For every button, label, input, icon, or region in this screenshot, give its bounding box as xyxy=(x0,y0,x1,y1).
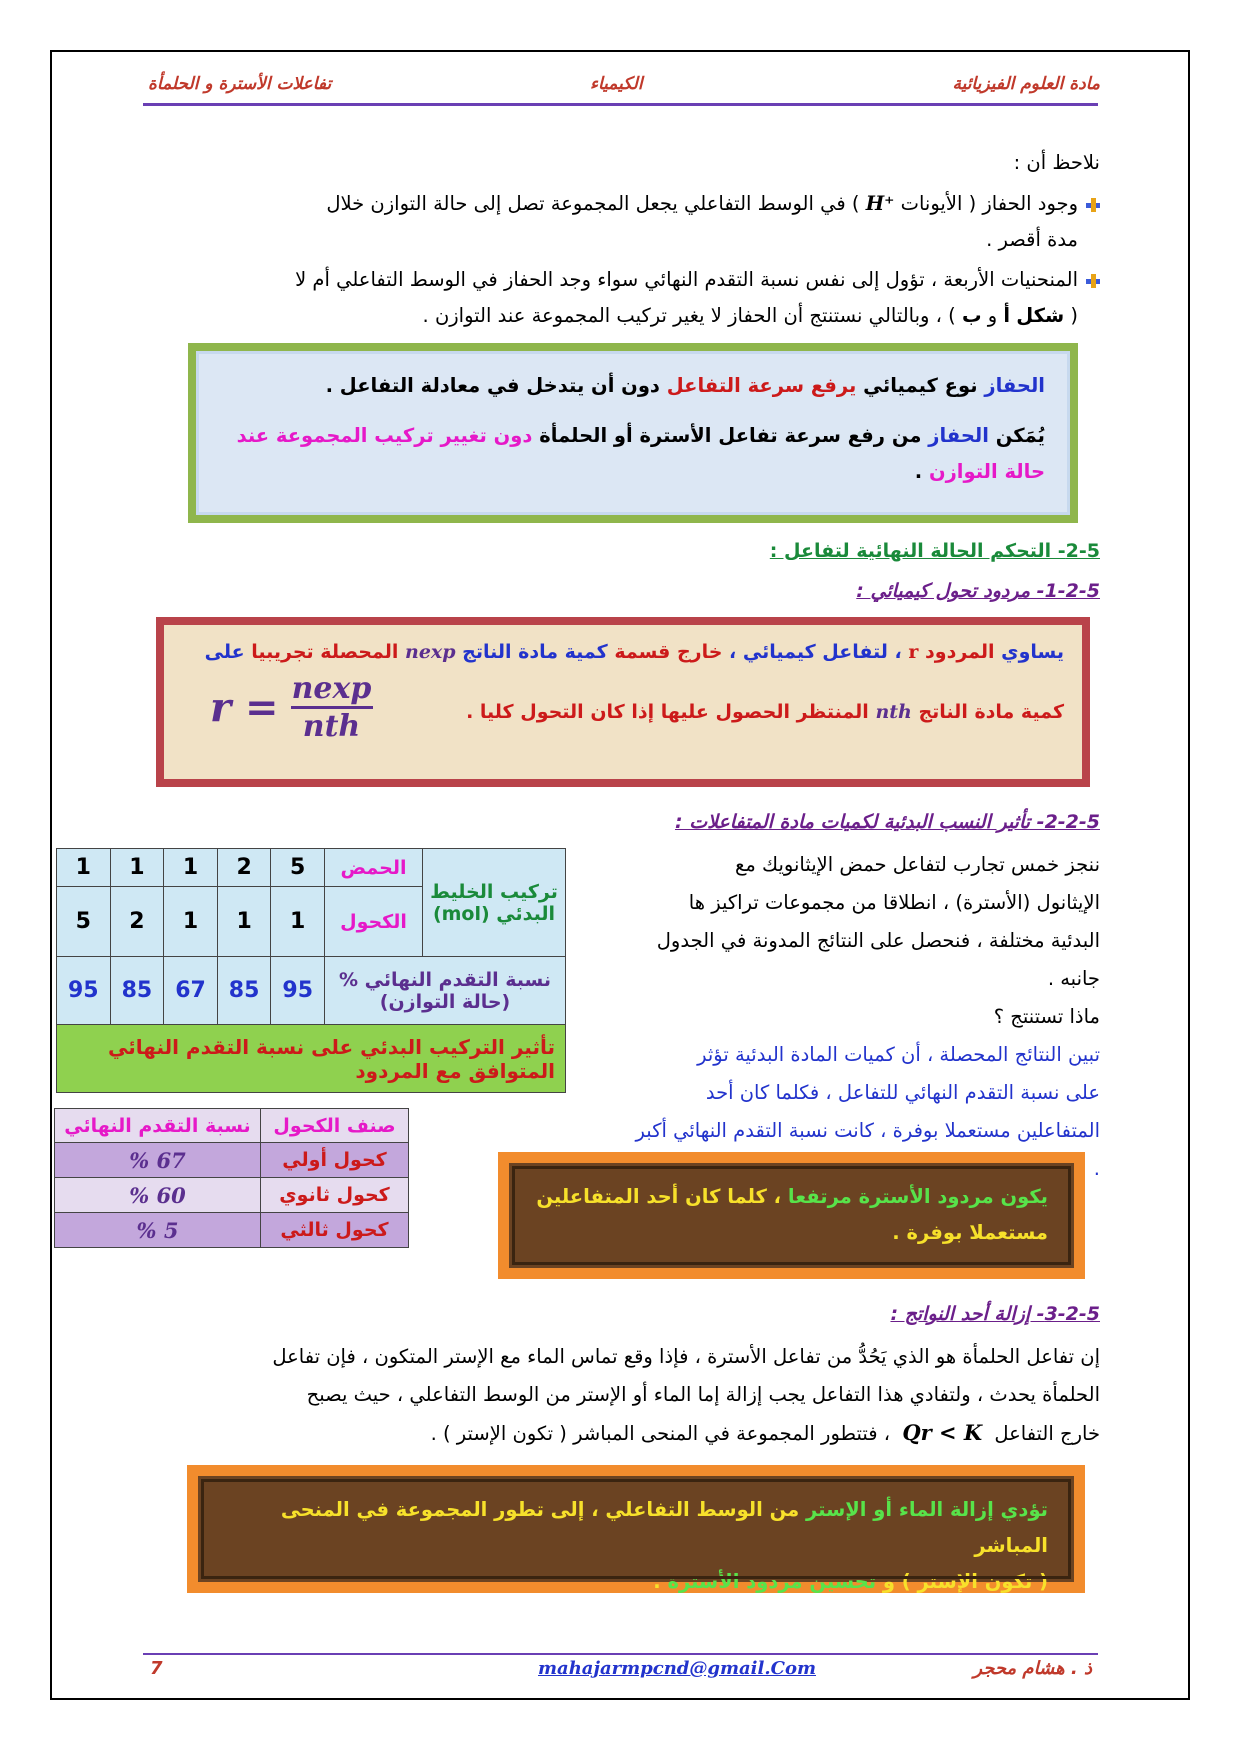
footer-author: ذ . هشام محجر xyxy=(973,1658,1092,1679)
progress-cell: 85 xyxy=(217,957,271,1025)
intro-bullet-1-line2: مدة أقصر . xyxy=(986,228,1078,251)
intro-bullet-1: وجود الحفاز ( الأيونات H⁺ ) في الوسط التفاعلي يجعل المجموعة تصل إلى حالة التوازن خلال xyxy=(140,186,1100,222)
alcohol-cell: 1 xyxy=(164,887,218,957)
alcohol-cell: 1 xyxy=(217,887,271,957)
yield-line-1: يساوي المردود r ، لتفاعل كيميائي ، خارج قسمة كمية مادة الناتج nexp المحصلة تجريبيا على xyxy=(204,641,1064,663)
header-divider xyxy=(143,103,1098,106)
alcohol-type-table xyxy=(54,1108,409,1248)
section-title-2-2-5: 2-2-5- تأثير النسب البدئية لكميات مادة المتفاعلات : xyxy=(674,811,1100,833)
progress-cell: 85 xyxy=(110,957,164,1025)
intro-bullet-2: المنحنيات الأربعة ، تؤول إلى نفس نسبة التقدم النهائي سواء وجد الحفاز في الوسط التفاعلي أم لا xyxy=(140,262,1100,298)
progress-cell: 95 xyxy=(57,957,111,1025)
header-subject: مادة العلوم الفيزيائية xyxy=(952,74,1100,94)
table-conclusion: تأثير التركيب البدئي على نسبة التقدم النهائي المتوافق مع المردود xyxy=(57,1025,566,1093)
progress-header: نسبة التقدم النهائي xyxy=(55,1109,261,1143)
alcohol-cell: 2 xyxy=(110,887,164,957)
experiment-question: ماذا تستنتج ؟ xyxy=(993,1005,1100,1028)
progress-cell: 95 xyxy=(271,957,325,1025)
removal-conclusion-box: تؤدي إزالة الماء أو الإستر من الوسط التفاعلي ، إلى تطور المجموعة في المنحى المباشر ( تكون الإستر ) و تحسين مردود الأسترة . xyxy=(187,1465,1085,1593)
section-title-1-2-5: 1-2-5- مردود تحول كيميائي : xyxy=(856,580,1100,602)
acid-cell: 2 xyxy=(217,849,271,887)
header-topic: الكيمياء xyxy=(590,74,643,94)
section-title-2-5: 2-5- التحكم الحالة النهائية لتفاعل : xyxy=(769,540,1100,562)
acid-label: الحمض xyxy=(325,849,423,887)
acid-cell: 1 xyxy=(57,849,111,887)
acid-cell: 1 xyxy=(110,849,164,887)
table-row: كحول ثالثي 5 % xyxy=(55,1213,409,1248)
experiment-description: ننجز خمس تجارب لتفاعل حمض الإيثانويك مع الإيثانول (الأسترة) ، انطلاقا من مجموعات تراكيز ها البدئية مختلفة ، فنحصل على النتائج المدونة في الجدول جانبه . ماذا تستنتج ؟ تبين النتائج المحصلة ، أن كميات المادة البدئية تؤثر على نسبة التقدم النهائي للتفاعل ، فكلما كان أحد المتفاعلين مستعملا بوفرة ، كانت نسبة التقدم النهائي أكبر . xyxy=(630,846,1100,1188)
page-number: 7 xyxy=(150,1658,163,1679)
alcohol-label: الكحول xyxy=(325,887,423,957)
bullet-icon xyxy=(1086,198,1100,212)
table-row: كحول أولي 67 % xyxy=(55,1143,409,1178)
table-row: كحول ثانوي 60 % xyxy=(55,1178,409,1213)
yield-line-2: كمية مادة الناتج nth المنتظر الحصول عليها إذا كان التحول كليا . xyxy=(466,701,1064,723)
section-title-3-2-5: 3-2-5- إزالة أحد النواتج : xyxy=(890,1303,1100,1325)
removal-paragraph: إن تفاعل الحلمأة هو الذي يَحُدُّ من تفاعل الأسترة ، فإذا وقع تماس الماء مع الإستر المتكون ، فإن تفاعل الحلمأة يحدث ، ولتفادي هذا التفاعل يجب إزالة إما الماء أو الإستر من الوسط التفاعلي ، حيث يصبح خارج التفاعل Qr < K ، فتتطور المجموعة في المنحى المباشر ( تكون الإستر ) . xyxy=(272,1345,1100,1445)
yield-definition-box xyxy=(156,617,1090,787)
catalyst-definition-box xyxy=(188,343,1078,523)
yield-formula: r = nexp nth xyxy=(210,671,372,744)
intro-note: نلاحظ أن : xyxy=(1013,151,1100,174)
progress-cell: 67 xyxy=(164,957,218,1025)
ester-yield-box: يكون مردود الأسترة مرتفعا ، كلما كان أحد المتفاعلين مستعملا بوفرة . xyxy=(498,1152,1085,1279)
footer-email[interactable]: mahajarmpcnd@gmail.Com xyxy=(538,1658,816,1679)
intro-bullet-2-line2: ( شكل أ و ب ) ، وبالتالي نستنتج أن الحفاز لا يغير تركيب المجموعة عند التوازن . xyxy=(422,304,1078,327)
footer-divider xyxy=(143,1653,1098,1655)
catalyst-sentence-2: يُمَكن الحفاز من رفع سرعة تفاعل الأسترة أو الحلمأة دون تغيير تركيب المجموعة عند حالة التوازن . xyxy=(236,424,1045,483)
alcohol-cell: 5 xyxy=(57,887,111,957)
acid-cell: 1 xyxy=(164,849,218,887)
bullet-icon xyxy=(1086,274,1100,288)
catalyst-sentence-1: الحفاز نوع كيميائي يرفع سرعة التفاعل دون أن يتدخل في معادلة التفاعل . xyxy=(325,374,1045,397)
initial-composition-table xyxy=(56,848,566,1093)
alcohol-type-header: صنف الكحول xyxy=(261,1109,409,1143)
alcohol-cell: 1 xyxy=(271,887,325,957)
progress-label: نسبة التقدم النهائي % (حالة التوازن) xyxy=(325,957,566,1025)
header-lesson: تفاعلات الأسترة و الحلمأة xyxy=(148,74,332,94)
acid-cell: 5 xyxy=(271,849,325,887)
composition-label: تركيب الخليط البدئي (mol) xyxy=(423,849,566,957)
